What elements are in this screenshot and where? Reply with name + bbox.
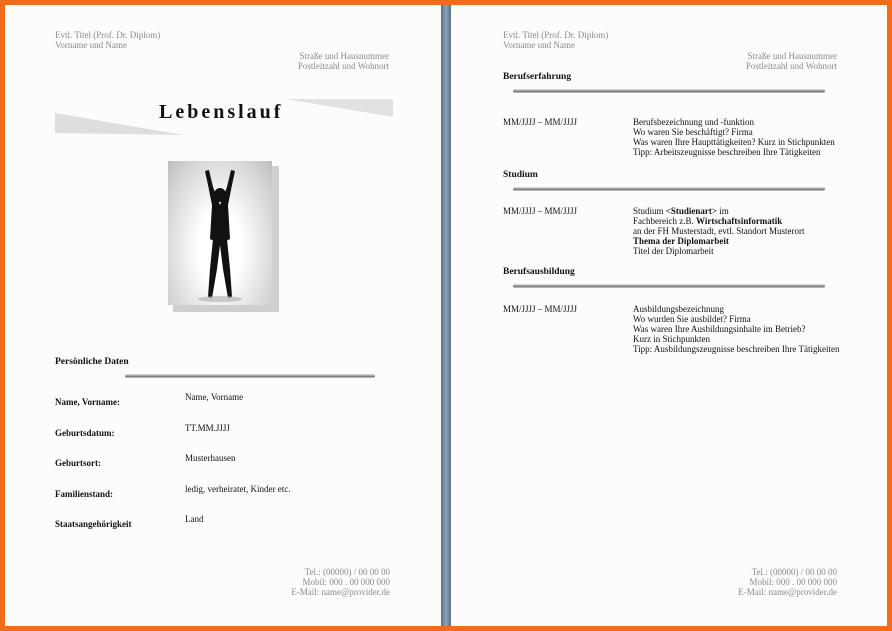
field-row	[55, 423, 115, 441]
header-name-line: Vorname und Name	[55, 40, 127, 50]
header-street-line: Straße und Hausnummer	[299, 51, 389, 61]
entry-line: Kurz in Stichpunkten	[633, 334, 710, 344]
field-label: Geburtsort:	[55, 458, 101, 468]
header-name	[55, 30, 160, 50]
contact-mobile: Mobil: 000 . 00 000 000	[302, 577, 390, 587]
entry-details	[633, 304, 839, 354]
entry-details	[633, 117, 835, 157]
field-value: Land	[185, 514, 204, 524]
field-row	[55, 484, 113, 502]
contact-block	[291, 567, 390, 597]
entry-line: Berufsbezeichnung und -funktion	[633, 117, 754, 127]
entry-line: Thema der Diplomarbeit	[633, 236, 729, 246]
entry-line: Titel der Diplomarbeit	[633, 246, 714, 256]
entry-line: Studium <Studienart> im	[633, 206, 729, 216]
contact-mobile: Mobil: 000 . 00 000 000	[749, 577, 837, 587]
profile-photo	[168, 161, 272, 305]
header-name-line: Vorname und Name	[503, 40, 575, 50]
entry-date: MM/JJJJ – MM/JJJJ	[503, 206, 578, 216]
header-address	[298, 51, 389, 71]
contact-email: E-Mail: name@provider.de	[738, 587, 837, 597]
field-row	[55, 514, 132, 532]
entry-line: Ausbildungsbezeichnung	[633, 304, 724, 314]
header-name	[503, 30, 608, 50]
entry-line: Was waren Ihre Haupttätigkeiten? Kurz in Stichpunkten	[633, 137, 835, 147]
header-city-line: Postleitzahl und Wohnort	[297, 61, 389, 71]
entry-emphasis: Wirtschaftsinformatik	[695, 216, 783, 226]
field-row	[55, 392, 120, 410]
section-divider	[513, 89, 825, 93]
contact-phone: Tel.: (00000) / 00 00 00	[751, 567, 837, 577]
field-label: Name, Vorname:	[55, 397, 120, 407]
field-value: Name, Vorname	[185, 392, 244, 402]
header-title-line: Evtl. Titel (Prof. Dr. Diplom)	[55, 30, 161, 40]
header-address	[746, 51, 837, 71]
section-divider	[513, 187, 825, 191]
field-label: Staatsangehörigkeit	[55, 519, 132, 529]
section-heading: Studium	[503, 170, 538, 180]
page-right	[451, 5, 887, 626]
section-divider	[125, 374, 375, 378]
entry-line: Tipp: Arbeitszeugnisse beschreiben Ihre Tätigkeiten	[633, 147, 821, 157]
person-silhouette-icon	[168, 161, 272, 305]
entry-details	[633, 206, 804, 256]
field-value: ledig, verheiratet, Kinder etc.	[185, 484, 291, 494]
page-left	[5, 5, 441, 626]
document-viewer	[5, 5, 887, 626]
entry-line: Was waren Ihre Ausbildungsinhalte im Betrieb?	[633, 324, 806, 334]
contact-email: E-Mail: name@provider.de	[291, 587, 390, 597]
entry-emphasis: <Studienart>	[665, 206, 718, 216]
section-divider	[513, 284, 825, 288]
field-label: Familienstand:	[55, 489, 114, 499]
entry-line: Wo wurden Sie ausbildet? Firma	[633, 314, 751, 324]
page-gutter	[441, 5, 451, 626]
field-label: Geburtsdatum:	[55, 428, 115, 438]
entry-date: MM/JJJJ – MM/JJJJ	[503, 304, 578, 314]
field-value: TT.MM.JJJJ	[185, 423, 230, 433]
contact-block	[738, 567, 837, 597]
contact-phone: Tel.: (00000) / 00 00 00	[304, 567, 390, 577]
personal-data-heading: Persönliche Daten	[55, 357, 129, 367]
entry-line: Fachbereich z.B. Wirtschaftsinformatik	[633, 216, 783, 226]
entry-line: Wo waren Sie beschäftigt? Firma	[633, 127, 753, 137]
section-heading: Berufsausbildung	[503, 267, 575, 277]
header-city-line: Postleitzahl und Wohnort	[745, 61, 837, 71]
page-title: Lebenslauf	[159, 101, 284, 123]
entry-line: an der FH Musterstadt, evtl. Standort Musterort	[633, 226, 805, 236]
header-title-line: Evtl. Titel (Prof. Dr. Diplom)	[503, 30, 609, 40]
header-street-line: Straße und Hausnummer	[747, 51, 837, 61]
entry-date: MM/JJJJ – MM/JJJJ	[503, 117, 578, 127]
field-row	[55, 453, 101, 471]
field-value: Musterhausen	[185, 453, 236, 463]
section-heading: Berufserfahrung	[503, 72, 572, 82]
entry-line: Tipp: Ausbildungszeugnisse beschreiben Ihre Tätigkeiten	[633, 344, 840, 354]
